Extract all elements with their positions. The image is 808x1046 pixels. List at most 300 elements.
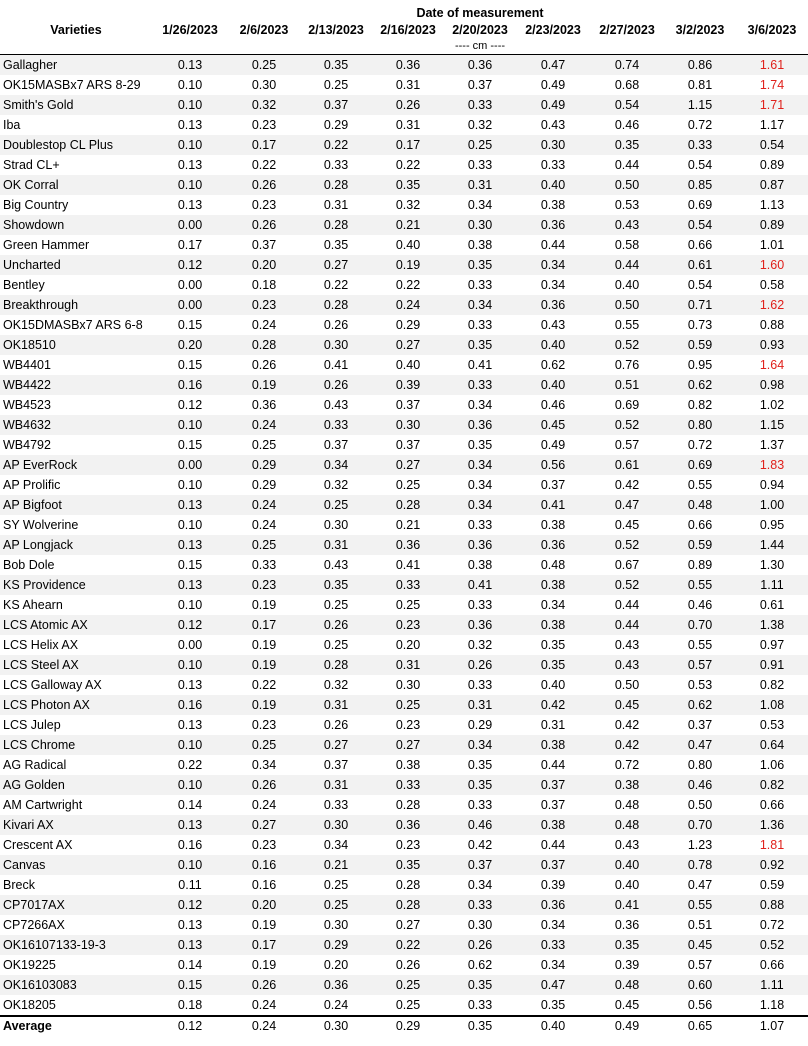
height-value: 0.10: [152, 735, 228, 755]
table-row: [0, 895, 808, 915]
variety-name: WB4792: [3, 438, 51, 452]
height-value: 0.39: [614, 958, 640, 972]
height-value: 1.36: [736, 815, 808, 835]
height-value: 0.22: [395, 158, 421, 172]
height-value: 0.34: [444, 735, 516, 755]
height-value: 0.50: [590, 295, 664, 315]
variety-name: Breakthrough: [0, 295, 152, 315]
height-value: 0.44: [540, 238, 566, 252]
height-value: 0.28: [395, 878, 421, 892]
height-value: 0.23: [372, 615, 444, 635]
height-value: 0.12: [152, 255, 228, 275]
height-value: 0.87: [736, 175, 808, 195]
height-value: 0.35: [444, 255, 516, 275]
height-value: 0.17: [372, 135, 444, 155]
height-value: 0.30: [516, 135, 590, 155]
height-value: 0.10: [152, 135, 228, 155]
height-value: 0.10: [152, 855, 228, 875]
height-value: 0.23: [251, 118, 277, 132]
height-value: 0.10: [177, 598, 203, 612]
height-value: 0.13: [152, 575, 228, 595]
height-value: 0.22: [251, 678, 277, 692]
average-value: 0.24: [228, 1016, 300, 1035]
height-value: 0.36: [516, 535, 590, 555]
height-value: 0.24: [251, 798, 277, 812]
height-value: 0.41: [590, 895, 664, 915]
table-row: [0, 155, 808, 175]
variety-name: CP7266AX: [3, 918, 65, 932]
height-value: 1.11: [736, 975, 808, 995]
height-value: 0.17: [228, 935, 300, 955]
height-value: 0.32: [323, 478, 349, 492]
height-value: 0.00: [152, 455, 228, 475]
height-value: 0.56: [516, 455, 590, 475]
height-value: 0.26: [444, 655, 516, 675]
height-value: 0.33: [540, 158, 566, 172]
height-value: 0.38: [540, 198, 566, 212]
height-value: 0.62: [664, 375, 736, 395]
height-value: 0.32: [467, 118, 493, 132]
height-value: 0.19: [251, 958, 277, 972]
height-value: 0.38: [467, 558, 493, 572]
table-row: [0, 415, 808, 435]
table-row: [0, 735, 808, 755]
height-value: 0.37: [444, 855, 516, 875]
height-value: 0.28: [300, 175, 372, 195]
height-value: 0.40: [540, 678, 566, 692]
height-value: 0.54: [687, 158, 713, 172]
height-value: 0.89: [759, 158, 785, 172]
height-value: 0.82: [736, 775, 808, 795]
height-value: 0.59: [664, 535, 736, 555]
height-value: 0.25: [323, 878, 349, 892]
height-value: 0.33: [444, 895, 516, 915]
height-value: 0.29: [228, 455, 300, 475]
height-value: 0.50: [687, 798, 713, 812]
header-spacer: [0, 0, 152, 20]
height-value: 1.38: [736, 615, 808, 635]
height-value: 0.37: [395, 398, 421, 412]
height-value: 1.18: [759, 998, 785, 1012]
height-value: 0.25: [372, 695, 444, 715]
height-value: 0.44: [614, 158, 640, 172]
height-value: 0.13: [152, 535, 228, 555]
table-row: [0, 955, 808, 975]
height-value: 0.27: [300, 735, 372, 755]
height-value: 0.22: [251, 158, 277, 172]
height-value: 0.56: [687, 998, 713, 1012]
table-row: [0, 235, 808, 255]
height-value: 0.29: [251, 478, 277, 492]
height-value: 0.40: [395, 358, 421, 372]
height-value: 0.35: [300, 55, 372, 76]
height-value: 0.27: [372, 735, 444, 755]
height-value: 0.13: [152, 935, 228, 955]
height-value: 0.15: [177, 558, 203, 572]
height-value: 0.30: [444, 215, 516, 235]
height-value: 0.89: [736, 215, 808, 235]
height-value: 0.37: [467, 78, 493, 92]
height-value: 0.13: [177, 718, 203, 732]
height-value: 0.40: [516, 375, 590, 395]
height-value: 0.22: [372, 935, 444, 955]
height-value: 0.41: [444, 575, 516, 595]
height-value: 0.54: [687, 278, 713, 292]
height-value: 0.33: [467, 798, 493, 812]
height-value: 0.44: [614, 598, 640, 612]
table-row: [0, 55, 808, 76]
height-value: 0.28: [300, 215, 372, 235]
table-row: [0, 455, 808, 475]
height-value: 0.22: [177, 758, 203, 772]
height-value: 0.40: [590, 855, 664, 875]
height-value: 0.19: [251, 638, 277, 652]
height-value: 0.23: [251, 198, 277, 212]
height-value: 0.13: [152, 55, 228, 76]
height-value: 0.20: [228, 895, 300, 915]
height-value: 0.39: [540, 878, 566, 892]
date-header: 3/6/2023: [747, 23, 797, 37]
table-row: [0, 335, 808, 355]
height-value: 0.16: [152, 695, 228, 715]
height-value: 0.33: [323, 798, 349, 812]
height-value: 0.34: [444, 495, 516, 515]
variety-name: OK15MASBx7 ARS 8-29: [3, 78, 141, 92]
height-value: 0.24: [372, 295, 444, 315]
variety-name: Canvas: [0, 855, 152, 875]
height-value: 0.50: [614, 678, 640, 692]
height-value: 0.19: [251, 918, 277, 932]
height-value: 0.37: [516, 855, 590, 875]
height-value: 0.94: [759, 478, 785, 492]
height-value: 0.52: [590, 415, 664, 435]
variety-name: Breck: [3, 878, 35, 892]
height-value: 0.42: [590, 735, 664, 755]
height-value: 0.35: [590, 135, 664, 155]
table-row: [0, 675, 808, 695]
height-value: 0.26: [300, 615, 372, 635]
height-value: 0.45: [614, 518, 640, 532]
height-value: 0.40: [395, 238, 421, 252]
height-value: 0.15: [152, 975, 228, 995]
height-value: 0.35: [540, 638, 566, 652]
height-value: 0.26: [228, 775, 300, 795]
height-value: 1.15: [736, 415, 808, 435]
height-value: 0.42: [467, 838, 493, 852]
average-value: 0.49: [590, 1016, 664, 1035]
height-value: 0.19: [251, 598, 277, 612]
height-value: 0.22: [395, 278, 421, 292]
table-row: [0, 175, 808, 195]
average-value: 0.65: [664, 1016, 736, 1035]
average-value: 0.29: [372, 1016, 444, 1035]
height-value: 0.57: [614, 438, 640, 452]
height-value: 0.26: [228, 975, 300, 995]
table-row: [0, 875, 808, 895]
table-row: [0, 295, 808, 315]
height-value: 0.37: [323, 438, 349, 452]
table-row: [0, 975, 808, 995]
table-row: [0, 435, 808, 455]
table-row: [0, 855, 808, 875]
average-label: Average: [0, 1016, 152, 1035]
height-value: 0.45: [590, 695, 664, 715]
height-value: 0.23: [228, 575, 300, 595]
height-value: 0.10: [177, 478, 203, 492]
height-value: 0.86: [664, 55, 736, 76]
height-value: 1.61: [736, 55, 808, 76]
height-value: 1.81: [759, 838, 785, 852]
height-value: 0.37: [687, 718, 713, 732]
height-value: 0.35: [444, 775, 516, 795]
height-value: 0.66: [759, 798, 785, 812]
height-value: 0.47: [687, 878, 713, 892]
height-value: 0.35: [516, 655, 590, 675]
height-value: 0.26: [323, 318, 349, 332]
height-value: 1.44: [736, 535, 808, 555]
height-value: 0.10: [152, 655, 228, 675]
height-value: 0.28: [228, 335, 300, 355]
height-value: 0.36: [251, 398, 277, 412]
height-value: 0.28: [395, 798, 421, 812]
height-value: 0.71: [664, 295, 736, 315]
table-row: [0, 775, 808, 795]
table-row: [0, 355, 808, 375]
variety-name: CP7017AX: [0, 895, 152, 915]
height-value: 0.49: [540, 78, 566, 92]
height-value: 0.34: [540, 278, 566, 292]
variety-name: Smith's Gold: [0, 95, 152, 115]
unit-label: ---- cm ----: [152, 40, 808, 55]
height-value: 0.53: [759, 718, 785, 732]
height-value: 0.14: [177, 798, 203, 812]
height-value: 0.19: [372, 255, 444, 275]
height-value: 0.43: [614, 638, 640, 652]
height-value: 0.13: [177, 118, 203, 132]
table-header: [0, 0, 808, 55]
height-value: 0.25: [300, 895, 372, 915]
variety-name: OK18510: [0, 335, 152, 355]
height-value: 0.37: [323, 758, 349, 772]
height-value: 0.82: [687, 398, 713, 412]
height-value: 0.36: [516, 215, 590, 235]
height-value: 0.44: [590, 255, 664, 275]
height-value: 0.80: [687, 758, 713, 772]
average-value: 0.40: [516, 1016, 590, 1035]
height-value: 0.28: [372, 895, 444, 915]
height-value: 0.34: [467, 878, 493, 892]
height-value: 0.60: [664, 975, 736, 995]
height-value: 0.47: [516, 55, 590, 76]
table-row: [0, 695, 808, 715]
height-value: 0.69: [614, 398, 640, 412]
height-value: 0.33: [467, 158, 493, 172]
height-value: 1.13: [759, 198, 785, 212]
variety-name: AP EverRock: [0, 455, 152, 475]
variety-name: LCS Julep: [3, 718, 61, 732]
table-row: [0, 815, 808, 835]
height-value: 0.33: [467, 278, 493, 292]
height-value: 0.40: [614, 878, 640, 892]
height-value: 0.31: [372, 655, 444, 675]
height-value: 0.55: [664, 575, 736, 595]
height-value: 0.28: [300, 655, 372, 675]
table-row: [0, 555, 808, 575]
height-value: 0.36: [444, 55, 516, 76]
variety-name: Big Country: [3, 198, 69, 212]
height-value: 0.43: [540, 318, 566, 332]
height-value: 0.41: [467, 358, 493, 372]
height-value: 0.62: [467, 958, 493, 972]
height-value: 0.20: [323, 958, 349, 972]
variety-name: SY Wolverine: [3, 518, 79, 532]
height-value: 0.36: [516, 295, 590, 315]
height-value: 0.42: [614, 718, 640, 732]
height-value: 0.38: [467, 238, 493, 252]
height-value: 0.25: [228, 735, 300, 755]
height-value: 0.32: [323, 678, 349, 692]
variety-name: Uncharted: [0, 255, 152, 275]
height-value: 0.72: [687, 118, 713, 132]
height-value: 0.20: [152, 335, 228, 355]
height-value: 0.47: [516, 975, 590, 995]
height-value: 0.34: [540, 918, 566, 932]
height-value: 0.36: [372, 535, 444, 555]
height-value: 0.25: [228, 535, 300, 555]
height-value: 0.18: [177, 998, 203, 1012]
height-value: 0.33: [300, 415, 372, 435]
table-row: [0, 595, 808, 615]
height-value: 0.43: [323, 558, 349, 572]
height-value: 0.24: [251, 998, 277, 1012]
height-value: 0.23: [395, 718, 421, 732]
height-value: 0.34: [323, 838, 349, 852]
height-value: 0.43: [590, 655, 664, 675]
height-value: 0.10: [177, 518, 203, 532]
variety-name: AP Prolific: [3, 478, 61, 492]
height-value: 0.31: [300, 535, 372, 555]
height-value: 0.35: [372, 855, 444, 875]
height-value: 0.34: [467, 398, 493, 412]
height-value: 0.17: [177, 238, 203, 252]
table-row: [0, 135, 808, 155]
variety-name: AG Radical: [3, 758, 67, 772]
height-value: 0.29: [467, 718, 493, 732]
height-value: 0.25: [300, 495, 372, 515]
height-value: 0.26: [300, 375, 372, 395]
height-value: 0.30: [300, 815, 372, 835]
height-value: 0.27: [228, 815, 300, 835]
table-row: [0, 535, 808, 555]
height-value: 0.53: [614, 198, 640, 212]
variety-name: WB4422: [0, 375, 152, 395]
average-value: 0.12: [152, 1016, 228, 1035]
height-value: 0.00: [177, 638, 203, 652]
height-value: 0.26: [251, 358, 277, 372]
height-value: 0.45: [614, 998, 640, 1012]
height-value: 0.54: [664, 215, 736, 235]
table-row: [0, 475, 808, 495]
height-value: 0.30: [372, 415, 444, 435]
height-value: 0.33: [251, 558, 277, 572]
variety-name: LCS Atomic AX: [0, 615, 152, 635]
date-header: 2/20/2023: [452, 23, 508, 37]
height-value: 0.15: [177, 358, 203, 372]
height-value: 0.58: [759, 278, 785, 292]
height-value: 0.55: [687, 638, 713, 652]
height-value: 0.26: [395, 958, 421, 972]
table-row: [0, 655, 808, 675]
height-value: 0.13: [177, 158, 203, 172]
height-value: 0.33: [467, 998, 493, 1012]
height-value: 0.13: [152, 495, 228, 515]
variety-name: Bob Dole: [3, 558, 55, 572]
height-value: 0.34: [467, 478, 493, 492]
height-value: 0.62: [540, 358, 566, 372]
height-value: 0.45: [516, 415, 590, 435]
height-value: 0.46: [444, 815, 516, 835]
date-header: 2/6/2023: [239, 23, 289, 37]
height-value: 0.13: [177, 678, 203, 692]
variety-name: LCS Galloway AX: [3, 678, 102, 692]
height-value: 0.30: [395, 678, 421, 692]
height-value: 0.95: [687, 358, 713, 372]
height-value: 0.78: [664, 855, 736, 875]
height-value: 0.37: [540, 478, 566, 492]
height-value: 0.45: [664, 935, 736, 955]
height-value: 1.01: [759, 238, 785, 252]
height-value: 0.31: [300, 775, 372, 795]
height-value: 0.69: [687, 198, 713, 212]
height-value: 1.11: [736, 575, 808, 595]
table-row: [0, 835, 808, 855]
height-value: 0.69: [664, 455, 736, 475]
variety-name: WB4632: [0, 415, 152, 435]
table-row: [0, 395, 808, 415]
height-value: 0.38: [516, 575, 590, 595]
height-value: 0.13: [152, 815, 228, 835]
height-value: 0.36: [614, 918, 640, 932]
height-value: 0.33: [444, 95, 516, 115]
height-value: 0.30: [323, 518, 349, 532]
height-value: 0.32: [395, 198, 421, 212]
height-value: 0.35: [300, 575, 372, 595]
height-value: 0.42: [614, 478, 640, 492]
variety-name: Green Hammer: [3, 238, 90, 252]
height-value: 0.31: [323, 198, 349, 212]
height-value: 0.25: [372, 975, 444, 995]
height-value: 0.16: [251, 878, 277, 892]
height-value: 0.15: [177, 318, 203, 332]
height-value: 0.82: [759, 678, 785, 692]
height-value: 0.21: [372, 215, 444, 235]
height-value: 0.26: [228, 175, 300, 195]
height-value: 0.34: [251, 758, 277, 772]
height-value: 0.33: [444, 375, 516, 395]
height-value: 0.25: [395, 998, 421, 1012]
height-value: 0.13: [177, 198, 203, 212]
height-value: 0.12: [177, 398, 203, 412]
height-value: 0.20: [228, 255, 300, 275]
height-value: 0.33: [372, 775, 444, 795]
height-value: 0.81: [687, 78, 713, 92]
height-value: 0.37: [516, 775, 590, 795]
height-value: 0.36: [372, 55, 444, 76]
height-value: 0.66: [687, 238, 713, 252]
height-value: 0.30: [323, 918, 349, 932]
varieties-header: Varieties: [50, 23, 102, 37]
table-row: [0, 255, 808, 275]
